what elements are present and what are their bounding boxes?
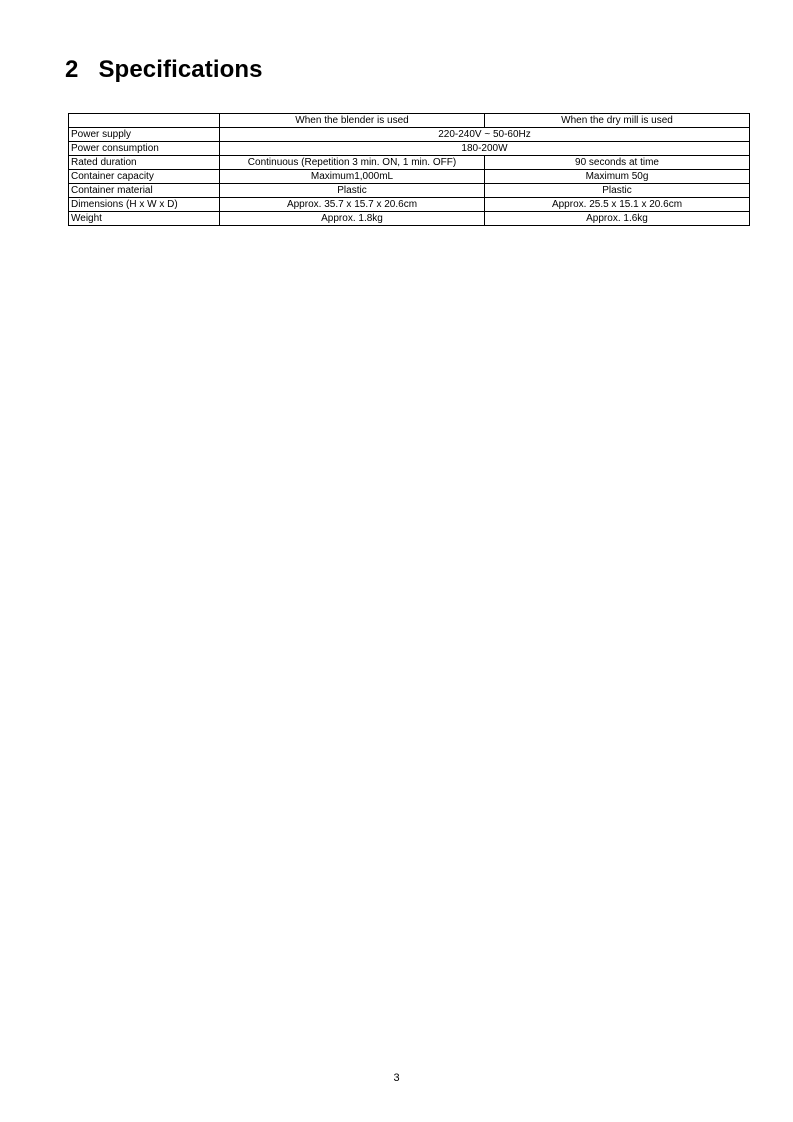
table-header-row	[69, 114, 750, 128]
dry-mill-value-cell: Approx. 1.6kg	[485, 212, 750, 226]
table-row	[69, 170, 750, 184]
blender-value-cell: Approx. 35.7 x 15.7 x 20.6cm	[220, 198, 485, 212]
dry-mill-value-cell: Approx. 25.5 x 15.1 x 20.6cm	[485, 198, 750, 212]
section-number: 2	[65, 56, 79, 83]
table-row	[69, 142, 750, 156]
row-label: Container material	[69, 184, 220, 198]
row-label: Dimensions (H x W x D)	[69, 198, 220, 212]
page-number: 3	[393, 1072, 400, 1084]
dry-mill-value-cell: Plastic	[485, 184, 750, 198]
row-label: Power supply	[69, 128, 220, 142]
merged-value-cell: 220-240V ~ 50-60Hz	[220, 128, 750, 142]
table-row	[69, 184, 750, 198]
table-row	[69, 128, 750, 142]
column-header-dry-mill: When the dry mill is used	[485, 114, 750, 128]
dry-mill-value-cell: Maximum 50g	[485, 170, 750, 184]
row-label: Container capacity	[69, 170, 220, 184]
row-label: Weight	[69, 212, 220, 226]
row-label: Power consumption	[69, 142, 220, 156]
blender-value-cell: Maximum1,000mL	[220, 170, 485, 184]
section-title: Specifications	[98, 56, 263, 83]
specifications-table	[68, 113, 750, 226]
blender-value-cell: Continuous (Repetition 3 min. ON, 1 min. OFF)	[220, 156, 485, 170]
table-row	[69, 198, 750, 212]
blender-value-cell: Approx. 1.8kg	[220, 212, 485, 226]
blender-value-cell: Plastic	[220, 184, 485, 198]
page-title	[65, 56, 263, 84]
column-header-blender: When the blender is used	[220, 114, 485, 128]
table-row	[69, 212, 750, 226]
dry-mill-value-cell: 90 seconds at time	[485, 156, 750, 170]
row-label: Rated duration	[69, 156, 220, 170]
merged-value-cell: 180-200W	[220, 142, 750, 156]
column-header-empty	[69, 114, 220, 128]
table-row	[69, 156, 750, 170]
